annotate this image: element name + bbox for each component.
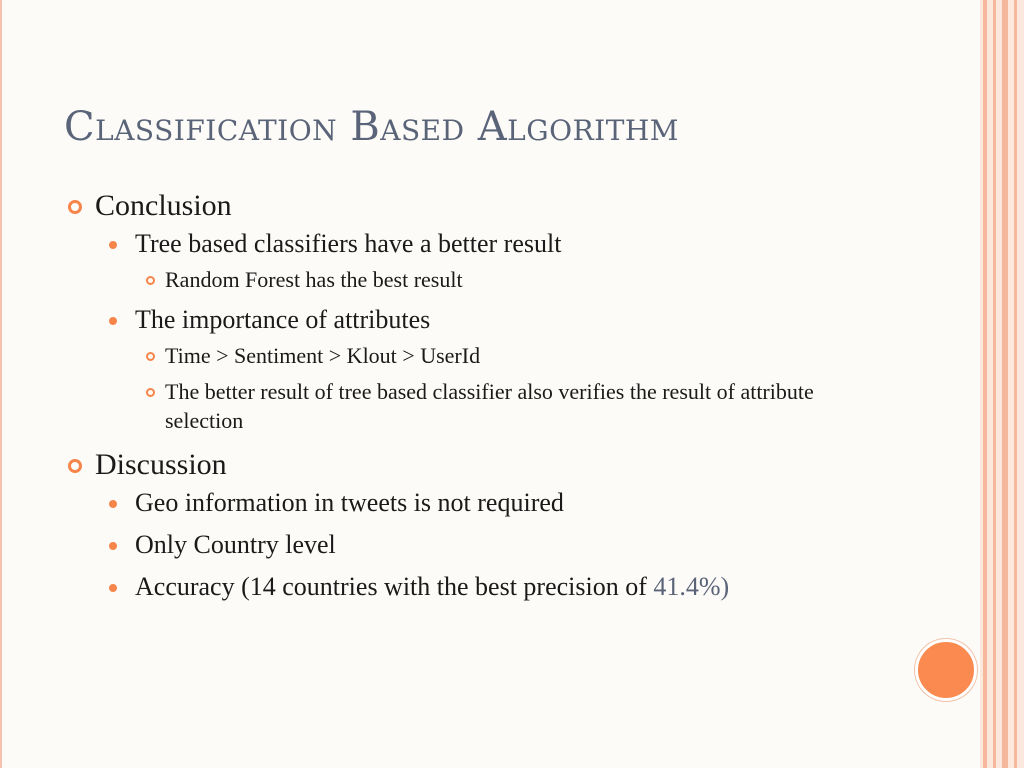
ring-bullet-icon (68, 459, 82, 473)
list-item (95, 571, 884, 603)
bullet-text: Only Country level (135, 530, 336, 559)
sub-list-item (135, 341, 884, 370)
dot-bullet-icon (109, 317, 117, 325)
stripe (1014, 0, 1017, 768)
dot-bullet-icon (109, 500, 117, 508)
sub-bullet-text: Time > Sentiment > Klout > UserId (165, 343, 481, 368)
section-heading: Discussion (95, 448, 227, 481)
sub-list-item (135, 265, 884, 294)
section-discussion (64, 445, 884, 603)
bullet-text: Accuracy (14 countries with the best precision of (135, 572, 654, 601)
bullet-list (95, 487, 884, 603)
sub-bullet-text: Random Forest has the best result (165, 267, 463, 292)
slide-title: Classification Based Algorithm (64, 104, 679, 150)
list-item (95, 487, 884, 519)
dot-bullet-icon (109, 584, 117, 592)
small-ring-bullet-icon (146, 276, 155, 285)
bullet-text: Geo information in tweets is not required (135, 488, 564, 517)
sub-bullet-list (135, 265, 884, 294)
bullet-text: The importance of attributes (135, 305, 431, 334)
section-heading: Conclusion (95, 189, 232, 222)
dot-bullet-icon (109, 542, 117, 550)
section-list (64, 186, 884, 603)
slide-content (64, 186, 884, 613)
sub-bullet-text: The better result of tree based classifier also verifies the result of attribute selection (165, 379, 814, 433)
small-ring-bullet-icon (146, 388, 155, 397)
decorative-circle (915, 639, 977, 701)
bullet-list (95, 228, 884, 435)
decorative-stripes (980, 0, 1024, 768)
dot-bullet-icon (109, 241, 117, 249)
sub-bullet-list (135, 341, 884, 435)
precision-value: 41.4%) (653, 572, 730, 601)
ring-bullet-icon (68, 200, 82, 214)
stripe (1002, 0, 1008, 768)
list-item (95, 529, 884, 561)
sub-list-item (135, 377, 884, 435)
stripe (993, 0, 996, 768)
list-item (95, 228, 884, 294)
list-item (95, 304, 884, 435)
stripe (983, 0, 987, 768)
section-conclusion (64, 186, 884, 435)
bullet-text: Tree based classifiers have a better result (135, 229, 562, 258)
small-ring-bullet-icon (146, 352, 155, 361)
